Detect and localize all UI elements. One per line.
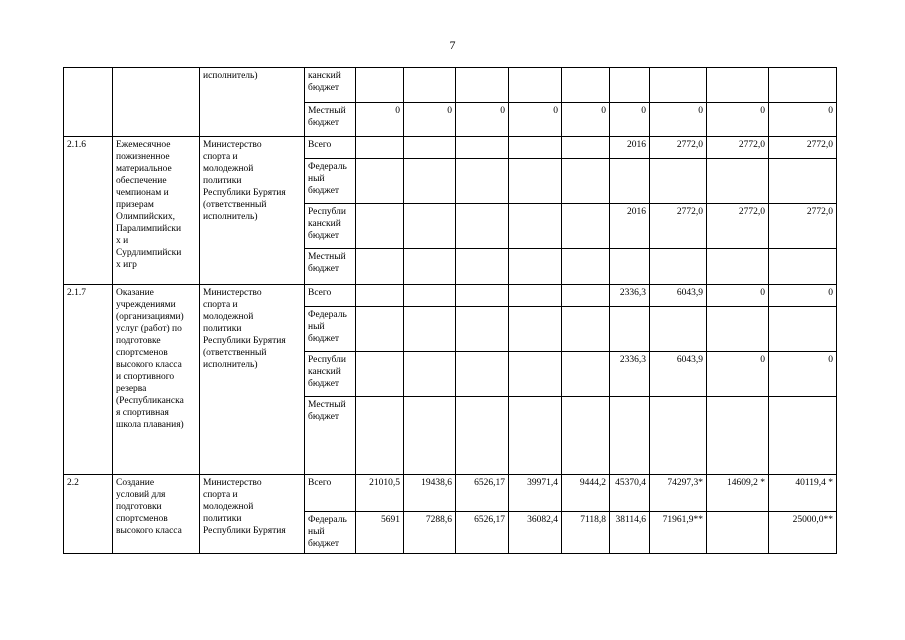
value-cell: 0 [707, 285, 769, 307]
value-cell [610, 307, 650, 352]
row-executor: Министерство спорта и молодежной политики Республики Бурятия [200, 475, 305, 554]
value-cell [356, 68, 404, 103]
value-cell [769, 159, 837, 204]
budget-type: Всего [305, 285, 356, 307]
value-cell [562, 159, 610, 204]
value-cell: 0 [769, 103, 837, 137]
value-cell: 6043,9 [650, 285, 707, 307]
value-cell [456, 159, 509, 204]
budget-type: Федераль ный бюджет [305, 159, 356, 204]
value-cell: 7288,6 [404, 512, 456, 554]
value-cell [610, 68, 650, 103]
value-cell [509, 137, 562, 159]
row-code [64, 68, 113, 137]
budget-type: Местный бюджет [305, 249, 356, 285]
value-cell [769, 249, 837, 285]
value-cell [610, 397, 650, 475]
value-cell: 2016 [610, 137, 650, 159]
value-cell [404, 307, 456, 352]
value-cell: 2016 [610, 204, 650, 249]
value-cell [707, 307, 769, 352]
value-cell: 71961,9** [650, 512, 707, 554]
page-number: 7 [449, 38, 456, 52]
value-cell: 0 [456, 103, 509, 137]
value-cell [509, 307, 562, 352]
budget-type: Всего [305, 475, 356, 512]
value-cell [456, 307, 509, 352]
budget-type: Всего [305, 137, 356, 159]
value-cell: 7118,8 [562, 512, 610, 554]
value-cell [404, 285, 456, 307]
value-cell: 0 [404, 103, 456, 137]
value-cell: 2772,0 [707, 137, 769, 159]
value-cell [404, 249, 456, 285]
value-cell: 2336,3 [610, 352, 650, 397]
value-cell [356, 285, 404, 307]
value-cell [509, 397, 562, 475]
budget-type: Местный бюджет [305, 397, 356, 475]
value-cell [456, 397, 509, 475]
value-cell [509, 159, 562, 204]
table-row [64, 285, 837, 307]
value-cell: 0 [707, 352, 769, 397]
budget-table [63, 67, 837, 554]
value-cell: 6043,9 [650, 352, 707, 397]
budget-type: Местный бюджет [305, 103, 356, 137]
value-cell [650, 68, 707, 103]
value-cell: 36082,4 [509, 512, 562, 554]
value-cell: 6526,17 [456, 475, 509, 512]
value-cell [356, 249, 404, 285]
value-cell: 9444,2 [562, 475, 610, 512]
value-cell [509, 249, 562, 285]
value-cell: 0 [356, 103, 404, 137]
value-cell [650, 307, 707, 352]
table-row [64, 68, 837, 103]
value-cell [769, 397, 837, 475]
value-cell: 40119,4 * [769, 475, 837, 512]
value-cell [562, 249, 610, 285]
value-cell [456, 204, 509, 249]
value-cell [562, 352, 610, 397]
row-code: 2.1.7 [64, 285, 113, 475]
value-cell [509, 68, 562, 103]
row-name: Оказание учреждениями (организациями) услуг (работ) по подготовке спортсменов высокого класса и спортивного резерва (Республиканска я спортивная школа плавания) [113, 285, 200, 475]
value-cell [404, 159, 456, 204]
value-cell: 0 [769, 352, 837, 397]
value-cell [456, 137, 509, 159]
value-cell [562, 68, 610, 103]
value-cell: 2772,0 [769, 137, 837, 159]
budget-type: Республи канский бюджет [305, 352, 356, 397]
value-cell: 39971,4 [509, 475, 562, 512]
value-cell: 21010,5 [356, 475, 404, 512]
row-code: 2.2 [64, 475, 113, 554]
row-name: Создание условий для подготовки спортсменов высокого класса [113, 475, 200, 554]
value-cell [456, 68, 509, 103]
value-cell [509, 204, 562, 249]
value-cell [610, 249, 650, 285]
row-name [113, 68, 200, 137]
table-row [64, 137, 837, 159]
budget-type: Федераль ный бюджет [305, 307, 356, 352]
row-executor: Министерство спорта и молодежной политики Республики Бурятия (ответственный исполнитель) [200, 137, 305, 285]
value-cell: 45370,4 [610, 475, 650, 512]
value-cell [356, 137, 404, 159]
value-cell [610, 159, 650, 204]
value-cell [769, 307, 837, 352]
value-cell [562, 397, 610, 475]
value-cell: 2772,0 [650, 204, 707, 249]
budget-type: Федераль ный бюджет [305, 512, 356, 554]
value-cell: 38114,6 [610, 512, 650, 554]
value-cell [356, 204, 404, 249]
value-cell [509, 352, 562, 397]
value-cell [707, 397, 769, 475]
row-executor: Министерство спорта и молодежной политики Республики Бурятия (ответственный исполнитель) [200, 285, 305, 475]
value-cell [562, 204, 610, 249]
value-cell [650, 249, 707, 285]
value-cell [456, 352, 509, 397]
value-cell: 6526,17 [456, 512, 509, 554]
row-code: 2.1.6 [64, 137, 113, 285]
value-cell: 0 [650, 103, 707, 137]
value-cell: 25000,0** [769, 512, 837, 554]
value-cell [650, 397, 707, 475]
value-cell: 19438,6 [404, 475, 456, 512]
value-cell: 5691 [356, 512, 404, 554]
table-row [64, 475, 837, 512]
value-cell: 74297,3* [650, 475, 707, 512]
value-cell: 0 [509, 103, 562, 137]
value-cell [404, 137, 456, 159]
value-cell [562, 285, 610, 307]
value-cell [356, 307, 404, 352]
value-cell [356, 397, 404, 475]
value-cell [562, 307, 610, 352]
value-cell [707, 249, 769, 285]
value-cell [456, 249, 509, 285]
value-cell [356, 352, 404, 397]
value-cell: 2772,0 [650, 137, 707, 159]
value-cell [404, 352, 456, 397]
value-cell [404, 68, 456, 103]
value-cell: 2772,0 [707, 204, 769, 249]
value-cell: 0 [562, 103, 610, 137]
value-cell [707, 159, 769, 204]
value-cell [562, 137, 610, 159]
value-cell [456, 285, 509, 307]
value-cell [769, 68, 837, 103]
value-cell [404, 204, 456, 249]
value-cell [509, 285, 562, 307]
value-cell: 2772,0 [769, 204, 837, 249]
row-name: Ежемесячное пожизненное материальное обеспечение чемпионам и призерам Олимпийских, Паралимпийски х и Сурдлимпийски х игр [113, 137, 200, 285]
value-cell: 2336,3 [610, 285, 650, 307]
value-cell [356, 159, 404, 204]
value-cell [404, 397, 456, 475]
budget-type: Республи канский бюджет [305, 204, 356, 249]
value-cell: 0 [610, 103, 650, 137]
value-cell [707, 512, 769, 554]
value-cell: 0 [707, 103, 769, 137]
value-cell [707, 68, 769, 103]
value-cell: 14609,2 * [707, 475, 769, 512]
value-cell [650, 159, 707, 204]
budget-type: канский бюджет [305, 68, 356, 103]
value-cell: 0 [769, 285, 837, 307]
row-executor: исполнитель) [200, 68, 305, 137]
